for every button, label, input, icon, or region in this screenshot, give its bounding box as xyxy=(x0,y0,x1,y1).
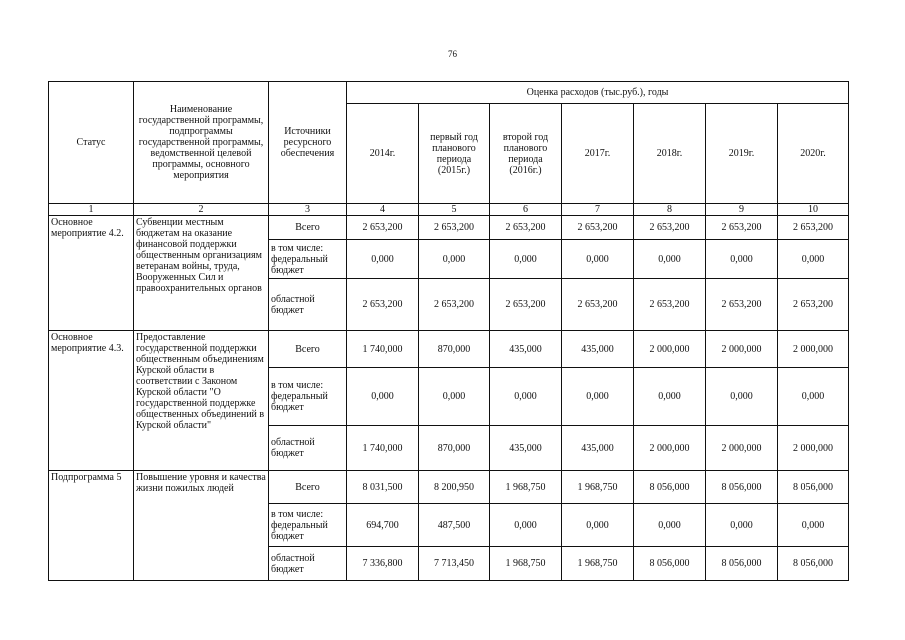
table-body xyxy=(49,216,849,581)
expense-value: 8 056,000 xyxy=(634,547,706,581)
expense-value: 2 653,200 xyxy=(562,216,634,240)
expense-value: 2 653,200 xyxy=(706,279,778,331)
expense-value: 435,000 xyxy=(490,426,562,471)
funding-source: в том числе: федеральный бюджет xyxy=(269,368,347,426)
expense-value: 0,000 xyxy=(562,240,634,279)
expense-value: 2 653,200 xyxy=(419,216,490,240)
expense-value: 2 000,000 xyxy=(706,426,778,471)
expense-value: 0,000 xyxy=(634,504,706,547)
row-status: Основное мероприятие 4.2. xyxy=(49,216,134,331)
expense-value: 1 968,750 xyxy=(562,547,634,581)
funding-source: Всего xyxy=(269,331,347,368)
budget-table xyxy=(48,81,849,581)
header-year: 2017г. xyxy=(562,104,634,204)
expense-value: 435,000 xyxy=(562,426,634,471)
expense-value: 870,000 xyxy=(419,426,490,471)
column-number: 9 xyxy=(706,204,778,216)
expense-value: 7 713,450 xyxy=(419,547,490,581)
expense-value: 0,000 xyxy=(490,240,562,279)
column-number: 6 xyxy=(490,204,562,216)
row-status: Подпрограмма 5 xyxy=(49,471,134,581)
expense-value: 2 653,200 xyxy=(778,279,849,331)
column-number: 7 xyxy=(562,204,634,216)
expense-value: 7 336,800 xyxy=(347,547,419,581)
column-number: 10 xyxy=(778,204,849,216)
row-status: Основное мероприятие 4.3. xyxy=(49,331,134,471)
column-number-row xyxy=(49,204,849,216)
header-name: Наименование государственной программы, подпрограммы государственной программы, ведомственной целевой программы, основного мероприятия xyxy=(134,82,269,204)
page-number: 76 xyxy=(448,49,457,59)
header-year: 2020г. xyxy=(778,104,849,204)
expense-value: 1 968,750 xyxy=(490,547,562,581)
table-header xyxy=(49,82,849,216)
expense-value: 2 000,000 xyxy=(634,331,706,368)
table-row xyxy=(49,331,849,368)
funding-source: областной бюджет xyxy=(269,547,347,581)
expense-value: 0,000 xyxy=(347,368,419,426)
expense-value: 8 056,000 xyxy=(706,471,778,504)
expense-value: 8 056,000 xyxy=(778,547,849,581)
expense-value: 8 031,500 xyxy=(347,471,419,504)
expense-value: 1 740,000 xyxy=(347,426,419,471)
expense-value: 0,000 xyxy=(778,368,849,426)
expense-value: 0,000 xyxy=(562,368,634,426)
expense-value: 0,000 xyxy=(490,368,562,426)
column-number: 4 xyxy=(347,204,419,216)
funding-source: Всего xyxy=(269,471,347,504)
expense-value: 870,000 xyxy=(419,331,490,368)
row-name: Предоставление государственной поддержки общественным объединениям Курской области в соответствии с Законом Курской области "О государственной поддержке общественных объединений в Курской области" xyxy=(134,331,269,471)
expense-value: 2 653,200 xyxy=(347,216,419,240)
expense-value: 435,000 xyxy=(562,331,634,368)
expense-value: 2 653,200 xyxy=(562,279,634,331)
column-number: 5 xyxy=(419,204,490,216)
expense-value: 2 653,200 xyxy=(706,216,778,240)
header-year: первый год планового периода (2015г.) xyxy=(419,104,490,204)
expense-value: 2 653,200 xyxy=(419,279,490,331)
expense-value: 487,500 xyxy=(419,504,490,547)
header-year: 2014г. xyxy=(347,104,419,204)
expense-value: 2 653,200 xyxy=(634,216,706,240)
expense-value: 0,000 xyxy=(778,504,849,547)
expense-value: 8 056,000 xyxy=(634,471,706,504)
expense-value: 1 968,750 xyxy=(490,471,562,504)
expense-value: 1 968,750 xyxy=(562,471,634,504)
header-status: Статус xyxy=(49,82,134,204)
expense-value: 1 740,000 xyxy=(347,331,419,368)
expense-value: 2 653,200 xyxy=(490,279,562,331)
header-year: второй год планового периода (2016г.) xyxy=(490,104,562,204)
expense-value: 2 000,000 xyxy=(634,426,706,471)
funding-source: областной бюджет xyxy=(269,426,347,471)
expense-value: 694,700 xyxy=(347,504,419,547)
expense-value: 0,000 xyxy=(778,240,849,279)
funding-source: в том числе: федеральный бюджет xyxy=(269,240,347,279)
expense-value: 8 056,000 xyxy=(706,547,778,581)
header-year: 2019г. xyxy=(706,104,778,204)
expense-value: 0,000 xyxy=(706,504,778,547)
expense-value: 0,000 xyxy=(562,504,634,547)
expense-value: 2 000,000 xyxy=(778,426,849,471)
expense-value: 435,000 xyxy=(490,331,562,368)
header-estimate: Оценка расходов (тыс.руб.), годы xyxy=(347,82,849,104)
expense-value: 2 653,200 xyxy=(347,279,419,331)
expense-value: 0,000 xyxy=(419,368,490,426)
expense-value: 0,000 xyxy=(706,240,778,279)
expense-value: 0,000 xyxy=(634,240,706,279)
expense-value: 0,000 xyxy=(490,504,562,547)
header-year: 2018г. xyxy=(634,104,706,204)
funding-source: областной бюджет xyxy=(269,279,347,331)
expense-value: 0,000 xyxy=(419,240,490,279)
table-row xyxy=(49,471,849,504)
column-number: 1 xyxy=(49,204,134,216)
header-source: Источники ресурсного обеспечения xyxy=(269,82,347,204)
expense-value: 0,000 xyxy=(634,368,706,426)
expense-value: 0,000 xyxy=(706,368,778,426)
row-name: Субвенции местным бюджетам на оказание финансовой поддержки общественным организациям ветеранам войны, труда, Вооруженных Сил и правоохранительных органов xyxy=(134,216,269,331)
expense-value: 0,000 xyxy=(347,240,419,279)
row-name: Повышение уровня и качества жизни пожилых людей xyxy=(134,471,269,581)
expense-value: 2 653,200 xyxy=(490,216,562,240)
column-number: 8 xyxy=(634,204,706,216)
funding-source: Всего xyxy=(269,216,347,240)
expense-value: 2 653,200 xyxy=(778,216,849,240)
expense-value: 8 200,950 xyxy=(419,471,490,504)
expense-value: 2 653,200 xyxy=(634,279,706,331)
expense-value: 8 056,000 xyxy=(778,471,849,504)
expense-value: 2 000,000 xyxy=(706,331,778,368)
column-number: 3 xyxy=(269,204,347,216)
column-number: 2 xyxy=(134,204,269,216)
funding-source: в том числе: федеральный бюджет xyxy=(269,504,347,547)
table-row xyxy=(49,216,849,240)
expense-value: 2 000,000 xyxy=(778,331,849,368)
